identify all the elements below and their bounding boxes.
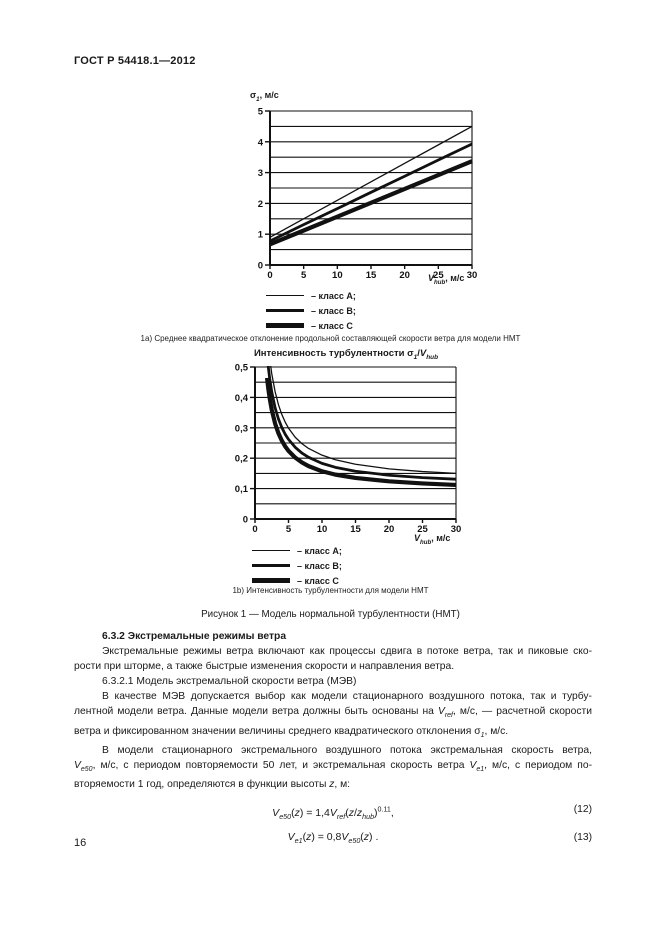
legend-item-label: – класс A; <box>297 545 342 556</box>
svg-text:10: 10 <box>332 270 343 281</box>
legend-item <box>266 288 356 303</box>
turbulence-intensity-chart <box>222 361 470 537</box>
series-класс B <box>267 361 456 479</box>
formula-row <box>74 827 592 848</box>
svg-text:2: 2 <box>257 198 263 210</box>
paragraph-line: вторяемости 1 год, определяются в функции высоты z, м: <box>74 778 351 790</box>
svg-text:4: 4 <box>257 137 263 149</box>
svg-text:30: 30 <box>466 270 478 281</box>
formula-expression: $V_{e1}(z) = 0,8V_{e50}(z)$ . <box>287 831 379 846</box>
legend-item <box>266 303 356 318</box>
paragraph-line: В качестве МЭВ допускается выбор как модели стационарного воздушного потока, так и турбу- <box>102 691 592 703</box>
paragraph <box>74 743 592 792</box>
legend-item-label: – класс C <box>297 575 339 586</box>
formula-expression: $V_{e50}(z) = 1,4V_{ref}(z/z_{hub})^{0.11}$, <box>272 805 394 821</box>
legend-item-label: – класс B; <box>311 305 356 316</box>
svg-text:20: 20 <box>383 524 395 535</box>
legend-item-label: – класс A; <box>311 290 356 301</box>
chart2-legend <box>252 543 342 588</box>
caption-1b: 1b) Интенсивность турбулентности для модели НМТ <box>232 586 429 595</box>
ntm-sigma-chart <box>236 91 484 283</box>
section-heading: 6.3.2 Экстремальные режимы ветра <box>102 631 287 642</box>
legend-line-sample <box>252 550 290 551</box>
svg-text:3: 3 <box>257 168 263 180</box>
svg-text:20: 20 <box>399 270 410 281</box>
legend-line-sample <box>266 309 304 312</box>
formula-number: (13) <box>573 832 592 844</box>
svg-text:30: 30 <box>450 524 462 535</box>
svg-text:0,5: 0,5 <box>234 362 248 374</box>
svg-text:5: 5 <box>285 524 292 535</box>
y-axis-ticks <box>258 107 270 272</box>
series-класс C <box>267 378 456 485</box>
paragraph-line: Экстремальные режимы ветра включают как процессы сдвига в потоке ветра, так и пиковые ско- <box>102 646 592 658</box>
paragraph-line: 6.3.2.1 Модель экстремальной скорости ветра (МЭВ) <box>102 676 357 688</box>
paragraph-line: ветра и фиксированном значении величины среднего квадратического отклонения $\sigma_1$, м/с. <box>74 725 509 739</box>
paragraph-line: $V_{e50}$, м/с, с периодом повторяемости 50 лет, и экстремальная скорость ветра $V_{e1}$, м/с, с периодом по- <box>74 759 593 773</box>
legend-line-sample <box>266 323 304 327</box>
figure-caption: Рисунок 1 — Модель нормальной турбулентности (НМТ) <box>201 609 460 620</box>
svg-text:0,3: 0,3 <box>234 423 248 435</box>
legend-item <box>252 558 342 573</box>
legend-item-label: – класс B; <box>297 560 342 571</box>
formula-row <box>74 799 592 820</box>
chart1-y-axis-label: $\sigma_1$, м/с <box>250 90 279 103</box>
series-класс A <box>270 126 472 237</box>
body-paragraphs <box>74 644 592 792</box>
svg-text:5: 5 <box>257 106 263 118</box>
chart1-x-axis-label: $V_{hub}$, м/с <box>428 273 465 286</box>
paragraph <box>74 674 592 689</box>
paragraph-line: лентной модели ветра. Данные модели ветра должны быть основаны на $V_{ref}$, м/с, — расчетной скорости <box>74 706 592 720</box>
gridlines <box>270 111 472 250</box>
series-класс B <box>270 144 472 241</box>
svg-text:25: 25 <box>433 270 444 281</box>
legend-item <box>252 543 342 558</box>
svg-text:0: 0 <box>252 524 258 535</box>
document-number: ГОСТ Р 54418.1—2012 <box>74 55 196 67</box>
svg-text:0: 0 <box>267 270 273 281</box>
legend-item <box>266 318 356 333</box>
chart2-x-axis-label: $V_{hub}$, м/с <box>414 533 451 546</box>
paragraph <box>74 644 592 674</box>
legend-item-label: – класс C <box>311 320 353 331</box>
svg-text:0: 0 <box>242 514 248 526</box>
svg-text:10: 10 <box>316 524 328 535</box>
paragraph <box>74 689 592 742</box>
chart1-legend <box>266 288 356 333</box>
paragraph-line: В модели стационарного экстремального воздушного потока экстремальная скорость ветра, <box>102 744 592 756</box>
svg-text:1: 1 <box>257 229 263 241</box>
svg-text:0,4: 0,4 <box>234 392 248 404</box>
svg-text:25: 25 <box>417 524 428 535</box>
svg-text:0: 0 <box>257 260 263 272</box>
chart2-title: Интенсивность турбулентности $\sigma_1/V_{hub}$ <box>253 348 439 361</box>
legend-line-sample <box>266 295 304 296</box>
legend-line-sample <box>252 564 290 567</box>
caption-1a: 1а) Среднее квадратическое отклонение продольной составляющей скорости ветра для модели НМТ <box>140 334 521 343</box>
svg-text:0,1: 0,1 <box>234 484 248 496</box>
legend-line-sample <box>252 578 290 582</box>
page-number: 16 <box>74 837 87 849</box>
svg-text:15: 15 <box>365 270 377 281</box>
paragraph-line: рости при шторме, а также быстрые изменения скорости и направления ветра. <box>74 661 455 673</box>
svg-text:0,2: 0,2 <box>234 453 248 465</box>
formula-number: (12) <box>573 804 592 816</box>
svg-text:15: 15 <box>350 524 361 535</box>
svg-text:5: 5 <box>301 270 307 281</box>
y-axis-ticks <box>235 363 255 526</box>
body-text <box>74 629 592 848</box>
series-класс C <box>270 161 472 244</box>
formulas <box>74 799 592 848</box>
